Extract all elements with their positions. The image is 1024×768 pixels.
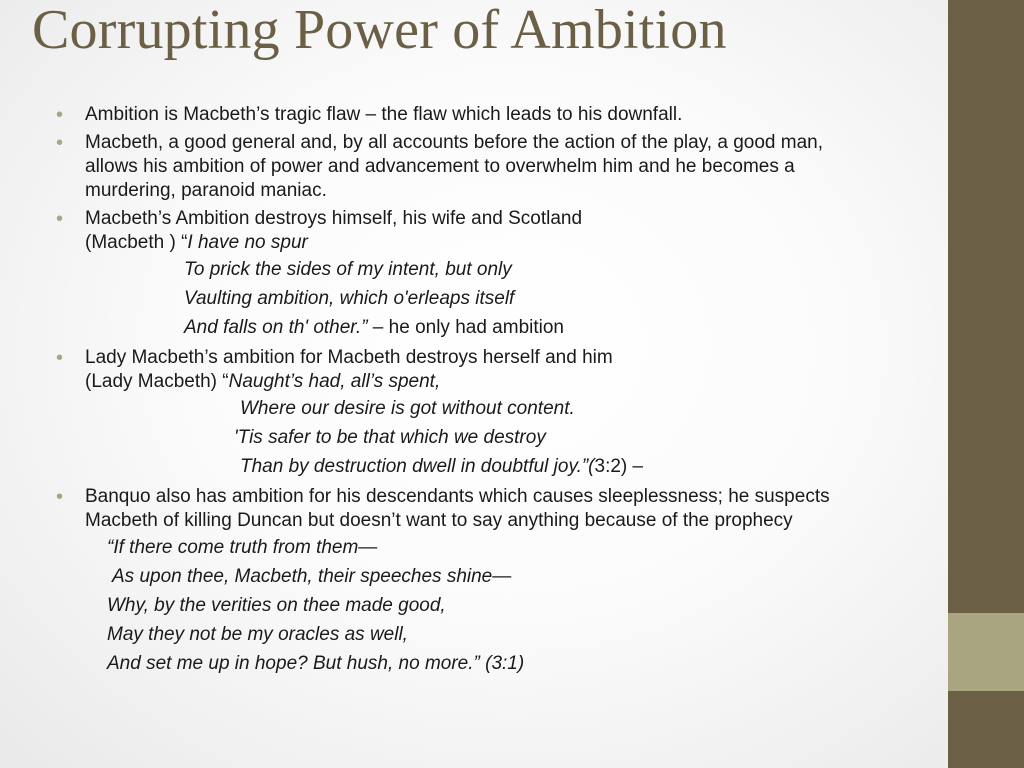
bullet-text: Banquo also has ambition for his descendants which causes sleeplessness; he suspects [85,486,830,507]
quote-line: “If there come truth from them— [107,537,378,558]
quote-line [85,231,948,255]
bullet-item [56,346,948,481]
slide-title: Corrupting Power of Ambition [32,0,727,61]
quote-line: 'Tis safer to be that which we destroy [234,427,546,448]
bullet-text: allows his ambition of power and advancement to overwhelm him and he becomes a [85,156,795,177]
bullet-dot-icon: • [56,132,64,154]
bullet-item [56,485,948,678]
bullet-text: Macbeth’s Ambition destroys himself, his wife and Scotland [85,208,583,229]
quote-line: Vaulting ambition, which o'erleaps itself [184,288,515,309]
quote-line: As upon thee, Macbeth, their speeches shine— [112,566,512,587]
bullet-text: Macbeth, a good general and, by all accounts before the action of the play, a good man, [85,132,823,153]
quote-line: Why, by the verities on thee made good, [107,595,446,616]
bullet-dot-icon: • [56,104,64,126]
quote-line: And set me up in hope? But hush, no more.” (3:1) [107,653,525,674]
quote-text: Than by destruction dwell in doubtful joy.”( [240,456,595,477]
bullet-item [56,207,948,342]
speaker-label: (Macbeth ) “ [85,232,188,253]
bullet-item [56,103,948,127]
sidebar-accent-block [948,613,1024,691]
quote-line: Where our desire is got without content. [240,398,575,419]
quote-line [85,313,948,342]
quote-comment: 3:2) – [594,456,644,477]
quote-line: May they not be my oracles as well, [107,624,408,645]
quote-line [85,370,948,394]
bullet-dot-icon: • [56,486,64,508]
bullet-dot-icon: • [56,347,64,369]
bullet-item [56,131,948,203]
quote-text: I have no spur [187,232,308,253]
bullet-text: murdering, paranoid maniac. [85,180,327,201]
quote-text: Naught’s had, all’s spent, [228,371,441,392]
bullet-text: Macbeth of killing Duncan but doesn’t want to say anything because of the prophecy [85,510,793,531]
bullet-text: Lady Macbeth’s ambition for Macbeth destroys herself and him [85,347,613,368]
bullet-text: Ambition is Macbeth’s tragic flaw – the flaw which leads to his downfall. [85,104,683,125]
bullet-dot-icon: • [56,208,64,230]
quote-line [85,452,948,481]
speaker-label: (Lady Macbeth) “ [85,371,229,392]
quote-text: And falls on th' other.” [184,317,368,338]
quote-line: To prick the sides of my intent, but only [184,259,512,280]
quote-comment: – he only had ambition [367,317,564,338]
slide-body [56,103,948,682]
